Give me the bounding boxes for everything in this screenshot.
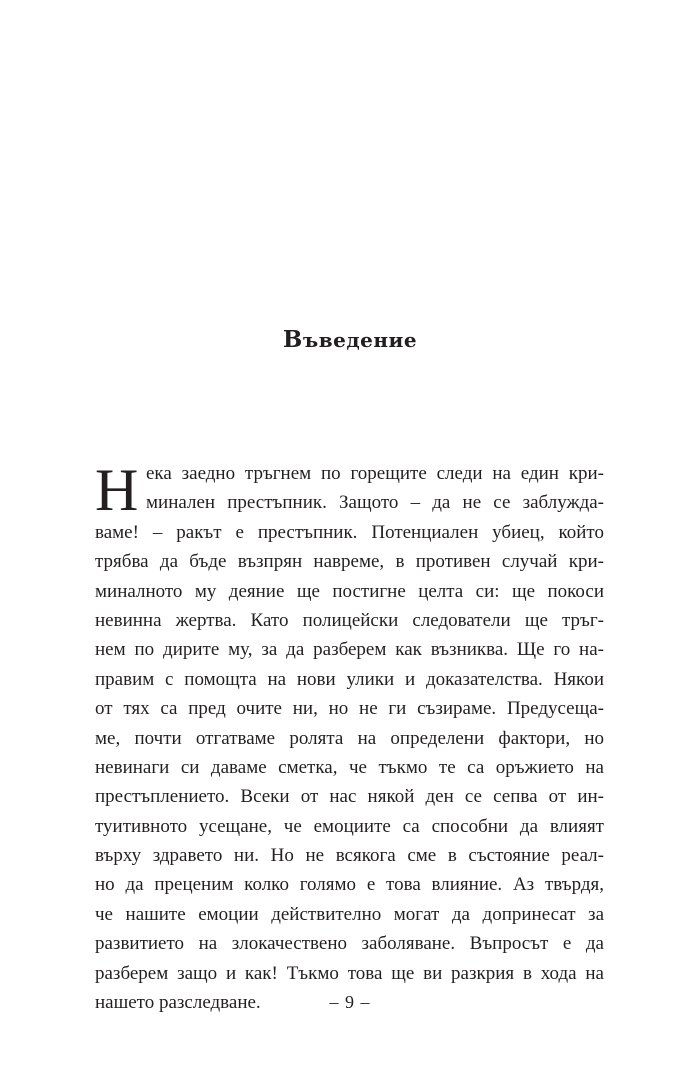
paragraph-line: че нашите емоции действително могат да допринесат за	[95, 903, 604, 925]
paragraph-line: миналното му деяние ще постигне целта си: ще покоси	[95, 580, 604, 602]
page-number: – 9 –	[329, 992, 371, 1012]
paragraph-line: минален престъпник. Защото – да не се заблужда-	[146, 492, 604, 514]
paragraph-line: престъплението. Всеки от нас някой ден се сепва от ин-	[95, 786, 604, 808]
paragraph-line: невинаги си даваме сметка, че тъкмо те са оръжието на	[95, 756, 604, 778]
chapter-heading-rest: ъведение	[302, 328, 418, 353]
paragraph-line: но да преценим колко голямо е това влияние. Аз твърдя,	[95, 874, 604, 896]
paragraph-line: правим с помощта на нови улики и доказателства. Някои	[95, 668, 604, 690]
paragraph-line: разберем защо и как! Тъкмо това ще ви разкрия в хода на	[95, 962, 604, 984]
paragraph-line: туитивното усещане, че емоциите са способни да влияят	[95, 815, 604, 837]
paragraph-line: ваме! – ракът е престъпник. Потенциален убиец, който	[95, 521, 604, 543]
paragraph-line: трябва да бъде възпрян навреме, в противен случай кри-	[95, 551, 604, 573]
chapter-heading	[0, 326, 700, 353]
chapter-heading-first-letter: В	[282, 326, 303, 354]
paragraph-line: нашето разследване.	[95, 992, 261, 1014]
paragraph-line: развитието на злокачествено заболяване. Въпросът е да	[95, 933, 604, 955]
paragraph-line: ека заедно тръгнем по горещите следи на един кри-	[146, 463, 604, 484]
intro-paragraph	[95, 459, 604, 1017]
paragraph-line: върху здравето ни. Но не всякога сме в състояние реал-	[95, 845, 604, 867]
paragraph-line: невинна жертва. Като полицейски следователи ще тръг-	[95, 609, 604, 631]
paragraph-line: от тях са пред очите ни, но не ги съзираме. Предусеща-	[95, 698, 604, 720]
paragraph-line: нем по дирите му, за да разберем как възниква. Ще го на-	[95, 639, 604, 661]
drop-cap: Н	[95, 457, 139, 523]
paragraph-line: ме, почти отгатваме ролята на определени фактори, но	[95, 727, 604, 749]
